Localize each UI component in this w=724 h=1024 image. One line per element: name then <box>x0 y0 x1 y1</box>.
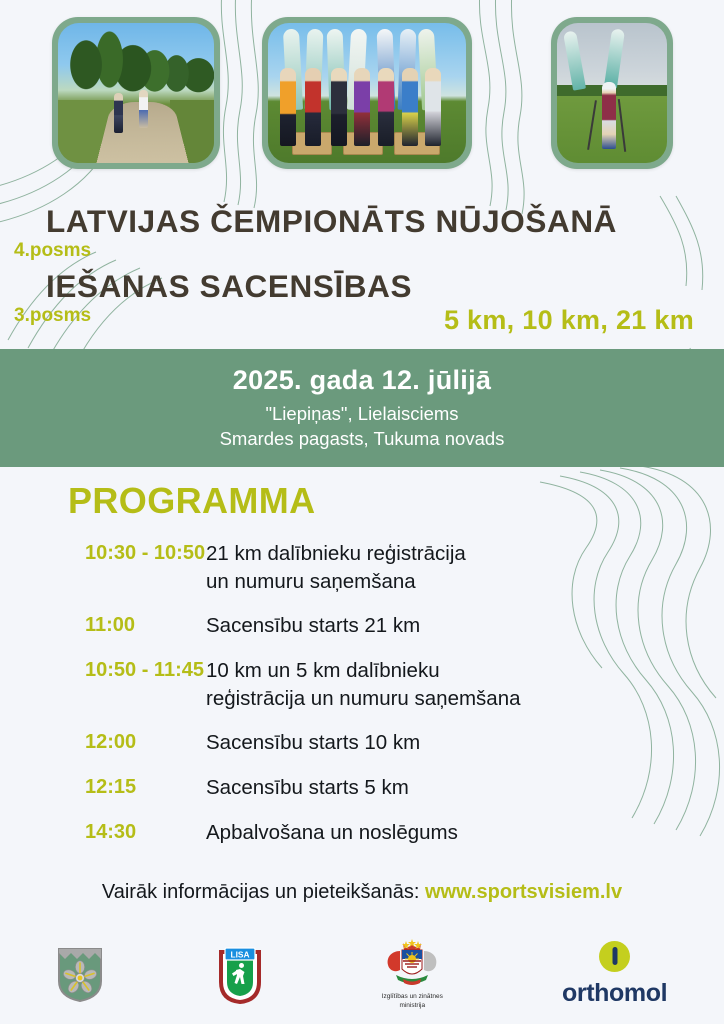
sponsor-logo-bar <box>0 925 724 1024</box>
stage-label-main: 4.posms <box>14 240 92 261</box>
schedule-time: 10:50 - 11:45 <box>85 659 204 682</box>
logo-orthomol <box>562 941 667 1008</box>
schedule-row <box>0 819 724 847</box>
schedule-description-line1: 21 km dalībnieku reģistrācija <box>206 542 466 565</box>
schedule-description <box>206 729 724 757</box>
photo-strip <box>0 0 724 185</box>
ministry-caption-line2: ministrija <box>399 1001 426 1009</box>
title-block <box>0 185 724 347</box>
schedule-description-line1: Sacensību starts 5 km <box>206 776 409 800</box>
schedule-time: 12:00 <box>85 731 137 754</box>
schedule-row <box>0 657 724 712</box>
photo-podium-ceremony <box>262 17 472 169</box>
event-details-banner <box>0 349 724 467</box>
coat-of-arms-icon <box>57 947 103 1003</box>
event-title-main: LATVIJAS ČEMPIONĀTS NŪJOŠANĀ <box>46 203 618 239</box>
distances-label: 5 km, 10 km, 21 km <box>443 305 694 335</box>
programme-schedule <box>0 540 724 863</box>
schedule-time: 14:30 <box>85 820 137 843</box>
more-information-label: Vairāk informācijas un pieteikšanās: <box>101 881 425 903</box>
schedule-description-line2: un numuru saņemšana <box>206 569 416 593</box>
photo-trail-walkers <box>52 17 220 169</box>
schedule-description <box>206 612 724 640</box>
schedule-row <box>0 540 724 595</box>
event-region: Smardes pagasts, Tukuma novads <box>219 427 505 449</box>
orthomol-wordmark: orthomol <box>562 979 668 1007</box>
schedule-time: 10:30 - 10:50 <box>85 542 206 564</box>
schedule-description-line1: Sacensību starts 10 km <box>206 731 421 755</box>
schedule-description <box>206 819 724 847</box>
schedule-description <box>206 657 724 712</box>
ministry-caption <box>382 993 443 1009</box>
schedule-description-line1: Sacensību starts 21 km <box>206 614 421 638</box>
schedule-description-line1: 10 km un 5 km dalībnieku <box>206 659 440 683</box>
event-venue: "Liepiņas", Lielaisciems <box>265 402 459 424</box>
schedule-row <box>0 612 724 640</box>
orthomol-mark-icon <box>599 941 630 972</box>
logo-lisa-sport-federation <box>217 946 263 1004</box>
ministry-caption-line1: Izglītības un zinātnes <box>381 993 443 1001</box>
event-date: 2025. gada 12. jūlijā <box>232 364 492 395</box>
schedule-time: 11:00 <box>85 614 136 637</box>
latvia-state-coat-of-arms-icon <box>376 939 448 991</box>
schedule-description <box>206 540 724 595</box>
more-information <box>0 881 724 904</box>
logo-tukuma-novads <box>57 947 103 1003</box>
schedule-description-line1: Apbalvošana un noslēgums <box>206 820 458 844</box>
event-title-sub: IEŠANAS SACENSĪBAS <box>46 268 413 304</box>
photo-single-walker <box>551 17 673 169</box>
schedule-description-line2: reģistrācija un numuru saņemšana <box>206 686 521 710</box>
programme-heading: PROGRAMMA <box>68 480 316 521</box>
lisa-shield-icon <box>217 946 263 1004</box>
schedule-row <box>0 774 724 802</box>
registration-website-link[interactable]: www.sportsvisiem.lv <box>425 881 623 903</box>
logo-izglitibas-un-zinatnes-ministrija <box>376 939 448 1009</box>
schedule-row <box>0 729 724 757</box>
schedule-description <box>206 774 724 802</box>
stage-label-sub: 3.posms <box>14 305 92 326</box>
schedule-time: 12:15 <box>85 776 137 799</box>
svg-text:LISA: LISA <box>230 949 250 959</box>
